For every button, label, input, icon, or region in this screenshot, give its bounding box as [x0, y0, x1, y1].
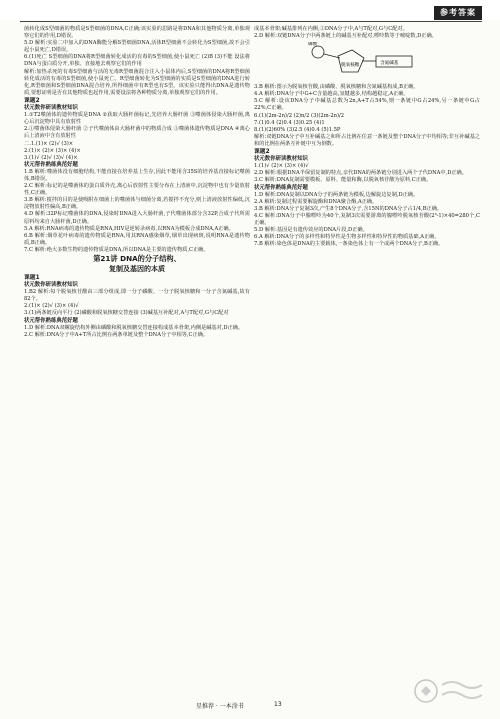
section-heading: 状元数你研读教材知识	[254, 156, 308, 163]
answer-paragraph: 1.B 解析:噬菌体没有细胞结构,不能直接在培养基上生存,因此不能用含35S的培养基直接标记噬菌体,B错误。	[24, 168, 250, 182]
header-rule	[20, 21, 482, 22]
answer-paragraph: 7.(1)0.4 (2)0.4 (3)0.25 (4)1	[254, 119, 325, 126]
section-heading: 状元帮你熟练典范好题	[24, 161, 78, 168]
answer-paragraph: 6.B 解析:烟草花叶病毒的遗传物质是RNA,用其RNA感染烟草,烟草出现病斑,说明RNA是遗传物质,B正确。	[24, 232, 250, 246]
answer-paragraph: 7.C 解析:绝大多数生物的遗传物质是DNA,所以DNA是主要的遗传物质,C正确。	[24, 246, 209, 253]
answer-paragraph: 3.(1)两条链反向平行 (2)磷酸和脱氧核糖交替连接 (3)碱基互补配对,A与T配对,G与C配对	[24, 310, 229, 317]
section-heading: 状元数你研读教材知识	[24, 105, 78, 112]
section-heading: 状元数你研读教材知识	[24, 282, 78, 289]
answer-paragraph: 1.①T2噬菌体的遗传物质是DNA ②获取大肠杆菌标记,先培养大肠杆菌 ③噬菌体侵染大肠杆菌,离心后沉淀物中具有放射性	[24, 112, 250, 126]
answer-paragraph: 5.D 解析:实验二中加入的DNA酶能分解S型细菌DNA,活体R型细菌不会转化为S型细菌,故不会引起小鼠死亡,D错误。	[24, 40, 250, 54]
section-heading: 状元帮你熟练典范好题	[254, 184, 308, 191]
answer-paragraph: 解析:双链DNA分子中互补碱基之和所占比例在任意一条链及整个DNA分子中均相等;非互补碱基之和的比例在两条互补链中互为倒数。	[254, 133, 480, 147]
answer-paragraph: 2.C 解析:标记的是噬菌体的蛋白质外壳,离心后放射性主要分布在上清液中,沉淀物中也有少量放射性,C正确。	[24, 183, 250, 197]
page-number: 13	[274, 701, 282, 708]
answer-paragraph: 8.(1)(2)60% (3)2.5 (4)0.4 (5)1.5P	[254, 126, 341, 133]
section-heading: 状元帮你熟练典范好题	[24, 317, 78, 324]
phosphate-circle	[312, 46, 324, 58]
answer-paragraph: 5.C 解析:设该DNA分子中碱基总数为2n,A+T占54%,则一条链中G占24%,另一条链中G占22%,C正确。	[254, 98, 480, 112]
answer-paragraph: 成基本骨架;碱基排列在内侧,③DNA分子中,A与T配对,G与C配对。	[254, 26, 408, 32]
answer-paragraph: 2.①噬菌体侵染大肠杆菌 ②子代噬菌体由大肠杆菌中的物质合成 ③噬菌体遗传物质是DNA ④离心后上清液中含有放射性	[24, 126, 250, 140]
top-band	[0, 0, 500, 20]
answer-paragraph: 4.A 解析:DNA分子中G+C含量越高,氢键越多,结构越稳定,A正确。	[254, 91, 409, 98]
answer-paragraph: 1.B2 解析:每个脱氧核苷酸由三部分组成,即一分子磷酸、一分子脱氧核糖和一分子含氮碱基,故有82个。	[24, 289, 250, 303]
right-column	[254, 26, 480, 248]
diagram-label: 脱氧核糖	[341, 63, 360, 69]
footer-brand: 星推荐 · 一本涂书	[196, 703, 244, 710]
deoxyribose-pentagon	[338, 50, 364, 72]
diagram-label: 含氮碱基	[380, 61, 399, 67]
answer-paragraph: 3.C 解析:DNA复制需要模板、原料、能量和酶,以脱氧核苷酸为原料,C正确。	[254, 177, 432, 184]
answer-paragraph: 6.(1)(2m-2n)/2 (2)n/2 (3)(2m-2n)/2	[254, 112, 345, 119]
diagram-label: 磷酸	[308, 42, 318, 48]
answer-paragraph: 7.B 解析:染色体是DNA的主要载体,一条染色体上有一个或两个DNA分子,B正确。	[254, 241, 444, 248]
answer-paragraph: 1.(1)√ (2)× (3)× (4)√	[254, 163, 309, 170]
chapter-title: 第21讲 DNA的分子结构、	[93, 254, 181, 263]
answer-paragraph: 2.(1)× (2)× (3)× (4)×	[24, 147, 81, 154]
answer-paragraph: 1.D 解析:DNA复制以DNA分子的两条链为模板,边解旋边复制,D正确。	[254, 191, 419, 198]
chapter-subtitle: 复制及基因的本质	[109, 265, 165, 273]
nucleotide-diagram	[304, 42, 424, 82]
left-column	[24, 26, 250, 339]
answer-paragraph: 3.B 解析:搅拌的目的是使吸附在细菌上的噬菌体与细菌分离,若搅拌不充分,则上清液放射性偏低,沉淀物放射性偏高,B正确。	[24, 197, 250, 211]
answer-paragraph: 5.D 解析:基因是有遗传效应的DNA片段,D正确。	[254, 227, 368, 234]
answer-paragraph: 1.D 解析:DNA双螺旋结构外侧由磷酸和脱氧核糖交替连接构成基本骨架,内侧是碱基对,D正确。	[24, 324, 244, 331]
answer-paragraph: 5.A 解析:RNA病毒的遗传物质是RNA,HIV是逆转录病毒,以RNA为模板合成DNA,A正确。	[24, 225, 234, 232]
lesson-heading: 课题2	[24, 97, 40, 104]
lesson-heading: 课题2	[254, 149, 270, 156]
answer-paragraph: 3.B 解析:DNA分子复制3次,产生8个DNA分子,含15N的DNA分子占1/4,B正确。	[254, 205, 443, 212]
answer-paragraph: 菌转化成S型细菌的物质是S型细菌的DNA,C正确;该实验的思路是将DNA和其他物质分离,单独观察它们的作用,D错误。	[24, 26, 250, 40]
answer-paragraph: 二.1.(1)× (2)√ (3)×	[24, 140, 74, 147]
answer-paragraph: 3.B 解析:图示为脱氧核苷酸,由磷酸、脱氧核糖和含氮碱基构成,B正确。	[254, 84, 419, 91]
answer-paragraph: 2.A 解析:复制过程需要解旋酶和DNA聚合酶,A正确。	[254, 198, 378, 205]
answer-paragraph: 解析:加热杀死的有毒S型细菌与活的无毒R型细菌混合注入小鼠体内后,S型细菌的DNA将R型细菌转化成活的有毒的S型细菌,使小鼠死亡。R型细菌转化为S型细菌的实质是S型细菌的DNA进行转化,R型细菌和S型细菌DNA混合培养,所得细菌中有R型也有S型。该实验只能得出DNA是遗传物质,要想证明是否有其他物质也起作用,需要设法将各种物质分离,单独观察它们的作用。	[24, 68, 250, 96]
answer-paragraph: 2.D 解析:双链DNA分子中两条链上的碱基互补配对,嘌呤数等于嘧啶数,D正确。	[254, 33, 437, 40]
watermark-logo-icon	[412, 677, 486, 705]
lesson-heading: 课题1	[24, 275, 40, 281]
answer-paragraph: 2.C 解析:DNA分子中A+T所占比例在两条单链及整个DNA分子中相等,C正确。	[24, 331, 209, 338]
answer-paragraph: 6.(1)死亡 S型细菌的DNA将R型细菌转化成活的有毒的S型细菌,使小鼠死亡 (2)B (3)不能 设法将DNA与蛋白质分开,单独、直接地去观察它们的作用	[24, 54, 250, 68]
answer-paragraph: 4.C 解析:DNA分子中腺嘌呤为40个,复制3次需要游离的腺嘌呤脱氧核苷酸(2³-1)×40=280个,C正确。	[254, 212, 480, 226]
answer-paragraph: 4.D 解析:32P标记噬菌体的DNA,侵染时DNA进入大肠杆菌,子代噬菌体部分含32P,合成子代所需原料均来自大肠杆菌,D正确。	[24, 211, 250, 225]
answer-paragraph: 3.(1)√ (2)√ (3)√ (4)×	[24, 154, 78, 161]
answer-paragraph: 6.A 解析:DNA分子的多样性和特异性是生物多样性和特异性的物质基础,A正确。	[254, 234, 440, 241]
answer-key-tag: 参考答案	[434, 6, 482, 20]
answer-paragraph: 2.(1)× (2)√ (3)× (4)√	[24, 303, 79, 310]
answer-paragraph: 2.D 解析:根据DNA半保留复制的特点,亲代DNA的两条链分别进入两个子代DNA中,D正确。	[254, 170, 467, 177]
